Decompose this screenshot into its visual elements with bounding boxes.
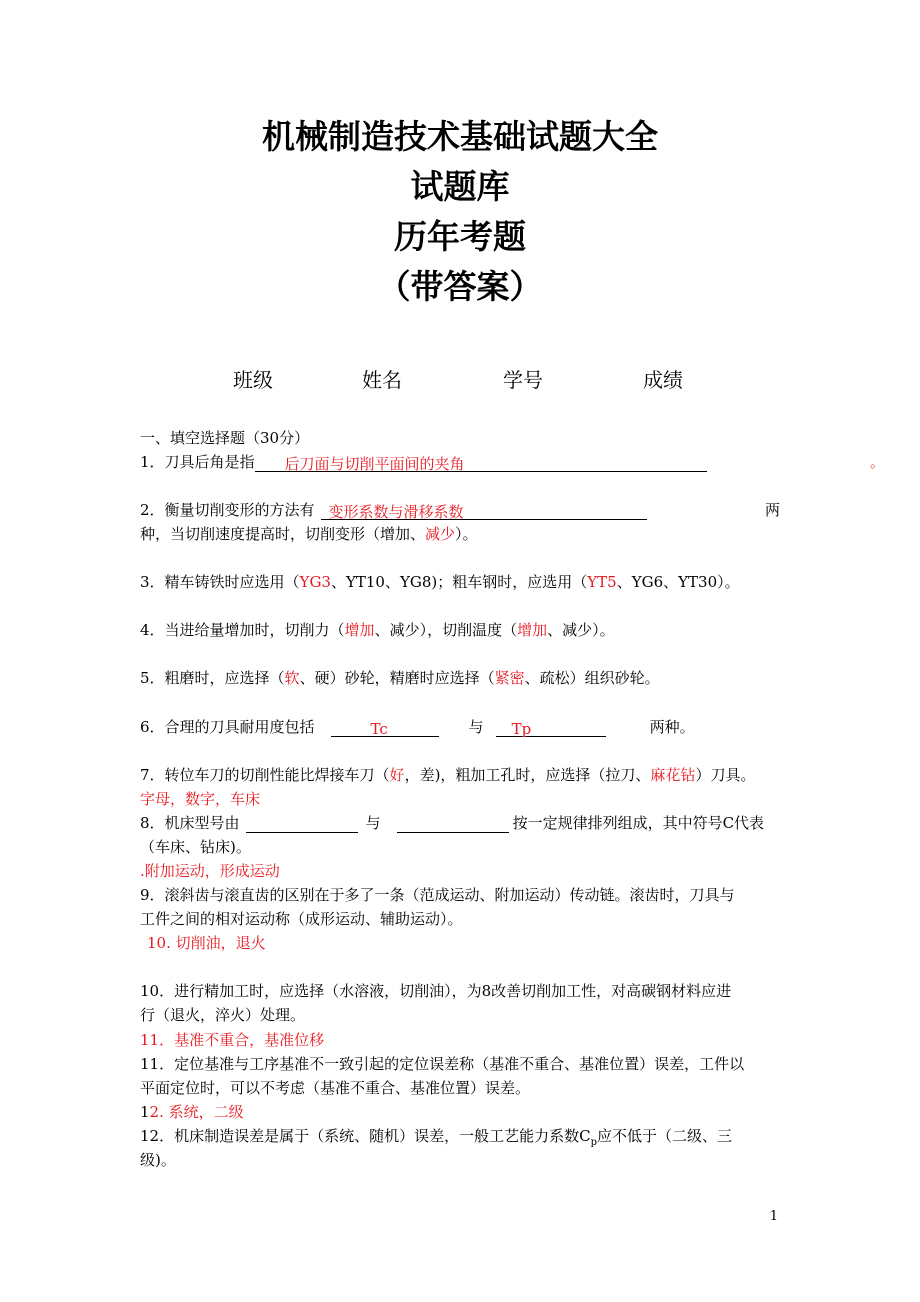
q1-blank [255, 454, 707, 472]
q3-text-e: 、YG6、YT30）。 [616, 573, 740, 591]
field-student-id: 学号 [503, 368, 543, 392]
q1-answer: 后刀面与切削平面间的夹角 [284, 455, 465, 473]
question-5 [140, 668, 660, 688]
q5-text-e: 、疏松）组织砂轮。 [524, 669, 660, 687]
question-12-line2: 级)。 [140, 1151, 176, 1169]
question-8 [140, 813, 764, 833]
question-7 [140, 765, 755, 785]
q3-answer-2: YT5 [587, 573, 617, 591]
q7-text-c: ，差)，粗加工孔时，应选择（拉刀、 [404, 766, 651, 784]
question-12 [140, 1126, 732, 1146]
field-score: 成绩 [643, 368, 683, 392]
q4-text-e: 、减少）。 [547, 621, 615, 639]
q6-answer-1: Tc [370, 720, 388, 738]
question-8-line2: （车床、钻床)。 [140, 838, 251, 856]
q2-blank [321, 502, 647, 520]
q1-text: 1．刀具后角是指 [140, 453, 255, 471]
q3-text-c: 、YT10、YG8)；粗车钢时，应选用（ [330, 573, 588, 591]
field-class: 班级 [233, 368, 273, 392]
question-2-line2 [140, 524, 478, 544]
question-9-line2: 工件之间的相对运动称（成形运动、辅助运动）。 [140, 910, 463, 928]
answer-12-text: 2. 系统，二级 [149, 1103, 244, 1121]
question-10-line2: 行（退火，淬火）处理。 [140, 1006, 306, 1024]
answer-10: 10. 切削油，退火 [147, 934, 266, 952]
q12-text-a: 12．机床制造误差是属于（系统、随机）误差，一般工艺能力系数C [140, 1127, 591, 1145]
q6-blank-2 [496, 719, 606, 737]
field-name: 姓名 [362, 368, 402, 392]
q4-text-c: 、减少），切削温度（ [374, 621, 518, 639]
q4-answer-1: 增加 [344, 621, 375, 639]
q2-end: 两 [765, 501, 781, 519]
question-1 [140, 452, 707, 472]
student-info-row [0, 364, 920, 390]
q5-answer-1: 软 [284, 669, 300, 687]
q12-text-b: 应不低于（二级、三 [596, 1127, 732, 1145]
question-4 [140, 620, 615, 640]
q5-answer-2: 紧密 [494, 669, 525, 687]
q7-text-e: ）刀具。 [695, 766, 756, 784]
q7-answer-1: 好 [389, 766, 405, 784]
q8-text-a: 8．机床型号由 [140, 814, 240, 832]
q6-text-e: 两种。 [649, 718, 695, 736]
section-heading: 一、填空选择题（30分） [140, 429, 310, 447]
q2-line2-answer: 减少 [425, 525, 456, 543]
q8-blank-1 [246, 815, 358, 833]
question-11: 11．定位基准与工序基准不一致引起的定位误差称（基准不重合、基准位置）误差，工件以 [140, 1055, 745, 1073]
q8-text-b: 与 [365, 814, 381, 832]
q12-subscript: p [590, 1137, 597, 1148]
q4-answer-2: 增加 [517, 621, 548, 639]
answer-12-prefix: 1 [140, 1103, 150, 1121]
q2-answer: 变形系数与滑移系数 [328, 503, 464, 521]
question-9: 9．滚斜齿与滚直齿的区别在于多了一条（范成运动、附加运动）传动链。滚齿时，刀具与 [140, 886, 735, 904]
q7-text-a: 7．转位车刀的切削性能比焊接车刀（ [140, 766, 390, 784]
answer-11: 11．基准不重合，基准位移 [140, 1031, 325, 1049]
title-block [0, 112, 920, 312]
q5-text-c: 、硬）砂轮，精磨时应选择（ [299, 669, 495, 687]
main-title: 机械制造技术基础试题大全 [262, 117, 658, 156]
q6-answer-2: Tp [511, 720, 532, 738]
question-2 [140, 500, 647, 520]
q8-blank-2 [397, 815, 509, 833]
subtitle-with-answers: （带答案） [377, 267, 543, 306]
q8-text-c: 按一定规律排列组成，其中符号C代表 [512, 814, 765, 832]
q3-answer-1: YG3 [299, 573, 331, 591]
q2-line2-text: 种，当切削速度提高时，切削变形（增加、 [140, 525, 426, 543]
subtitle-question-bank: 试题库 [410, 167, 510, 206]
answer-12 [140, 1102, 244, 1122]
q4-text-a: 4．当进给量增加时，切削力（ [140, 621, 345, 639]
subtitle-past-exams: 历年考题 [394, 217, 526, 256]
q1-end: 。 [870, 453, 886, 471]
q6-text-c: 与 [468, 718, 484, 736]
q5-text-a: 5．粗磨时，应选择（ [140, 669, 285, 687]
question-6 [140, 717, 695, 737]
page-number: 1 [769, 1209, 778, 1224]
q6-text-a: 6．合理的刀具耐用度包括 [140, 718, 315, 736]
q2-text: 2．衡量切削变形的方法有 [140, 501, 315, 519]
q2-line2-end: ）。 [455, 525, 478, 543]
answer-8: 字母，数字，车床 [140, 790, 261, 808]
q6-blank-1 [331, 719, 439, 737]
q3-text-a: 3．精车铸铁时应选用（ [140, 573, 300, 591]
question-3 [140, 572, 740, 592]
question-11-line2: 平面定位时，可以不考虑（基准不重合、基准位置）误差。 [140, 1079, 531, 1097]
answer-9: .附加运动，形成运动 [140, 862, 280, 880]
question-10: 10．进行精加工时，应选择（水溶液，切削油），为8改善切削加工性，对高碳钢材料应进 [140, 982, 732, 1000]
q7-answer-2: 麻花钻 [650, 766, 696, 784]
